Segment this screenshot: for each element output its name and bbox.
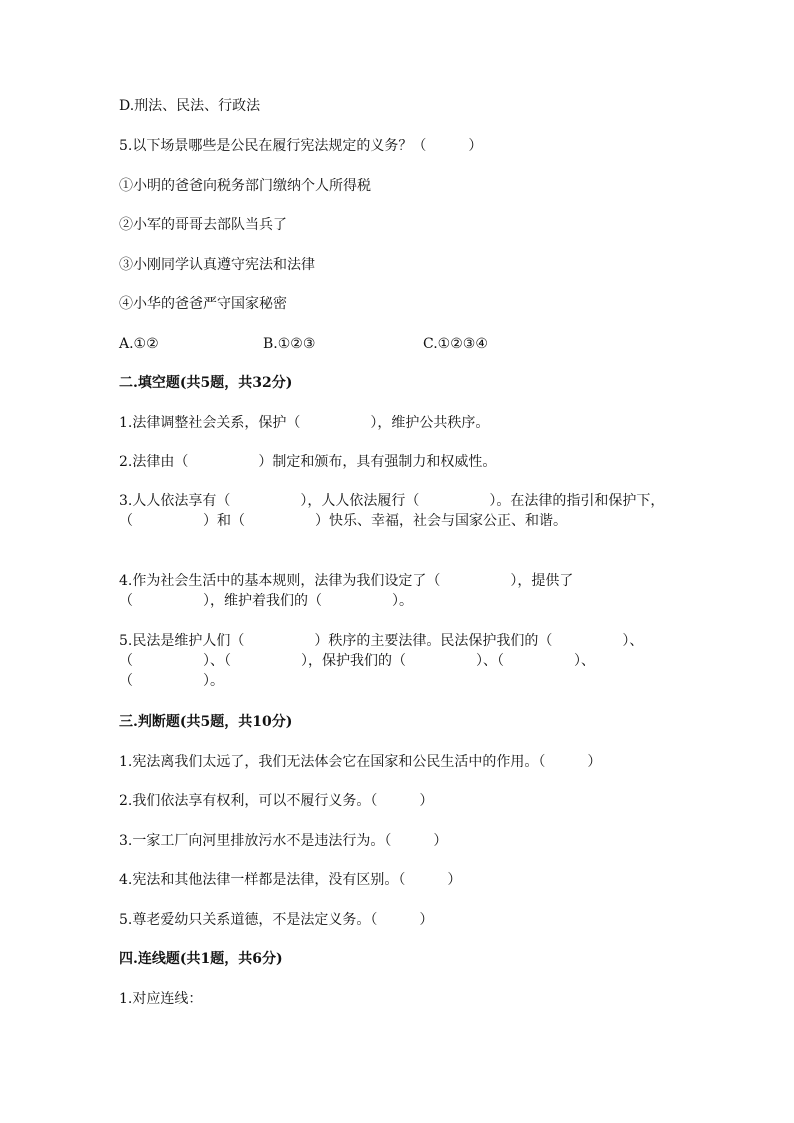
fill-question-2: 2.法律由（ ）制定和颁布，具有强制力和权威性。	[119, 454, 497, 470]
q4-option-d: D.刑法、民法、行政法	[119, 98, 261, 114]
q5-item-1: ①小明的爸爸向税务部门缴纳个人所得税	[119, 178, 371, 194]
fill-question-4: 4.作为社会生活中的基本规则，法律为我们设定了（ ），提供了（ ），维护着我们的（ ）。	[119, 573, 574, 609]
fill-question-1: 1.法律调整社会关系，保护（ ），维护公共秩序。	[119, 415, 490, 431]
judge-question-3: 3.一家工厂向河里排放污水不是违法行为。（ ）	[119, 833, 448, 849]
section4-heading: 四.连线题(共1题，共6分)	[119, 951, 283, 967]
q5-option-c: C.①②③④	[423, 336, 488, 352]
q5-option-b: B.①②③	[263, 336, 316, 352]
match-question-1: 1.对应连线：	[119, 991, 203, 1007]
q5-item-2: ②小军的哥哥去部队当兵了	[119, 217, 287, 233]
section3-heading: 三.判断题(共5题，共10分)	[119, 714, 293, 730]
q5-item-3: ③小刚同学认真遵守宪法和法律	[119, 257, 315, 273]
judge-question-2: 2.我们依法享有权利，可以不履行义务。（ ）	[119, 793, 434, 809]
q5-option-a: A.①②	[119, 336, 159, 352]
q5-stem: 5.以下场景哪些是公民在履行宪法规定的义务？（ ）	[119, 138, 483, 154]
fill-question-3: 3.人人依法享有（ ），人人依法履行（ ）。在法律的指引和保护下，（ ）和（ ）快乐、幸福，社会与国家公正、和谐。	[119, 493, 665, 529]
fill-question-5: 5.民法是维护人们（ ）秩序的主要法律。民法保护我们的（ ）、（ ）、（ ），保护我们的（ ）、（ ）、（ ）。	[119, 633, 644, 689]
q5-item-4: ④小华的爸爸严守国家秘密	[119, 296, 287, 312]
section2-heading: 二.填空题(共5题，共32分)	[119, 375, 293, 391]
judge-question-1: 1.宪法离我们太远了，我们无法体会它在国家和公民生活中的作用。（ ）	[119, 754, 602, 770]
judge-question-5: 5.尊老爱幼只关系道德，不是法定义务。（ ）	[119, 912, 434, 928]
judge-question-4: 4.宪法和其他法律一样都是法律，没有区别。（ ）	[119, 872, 462, 888]
